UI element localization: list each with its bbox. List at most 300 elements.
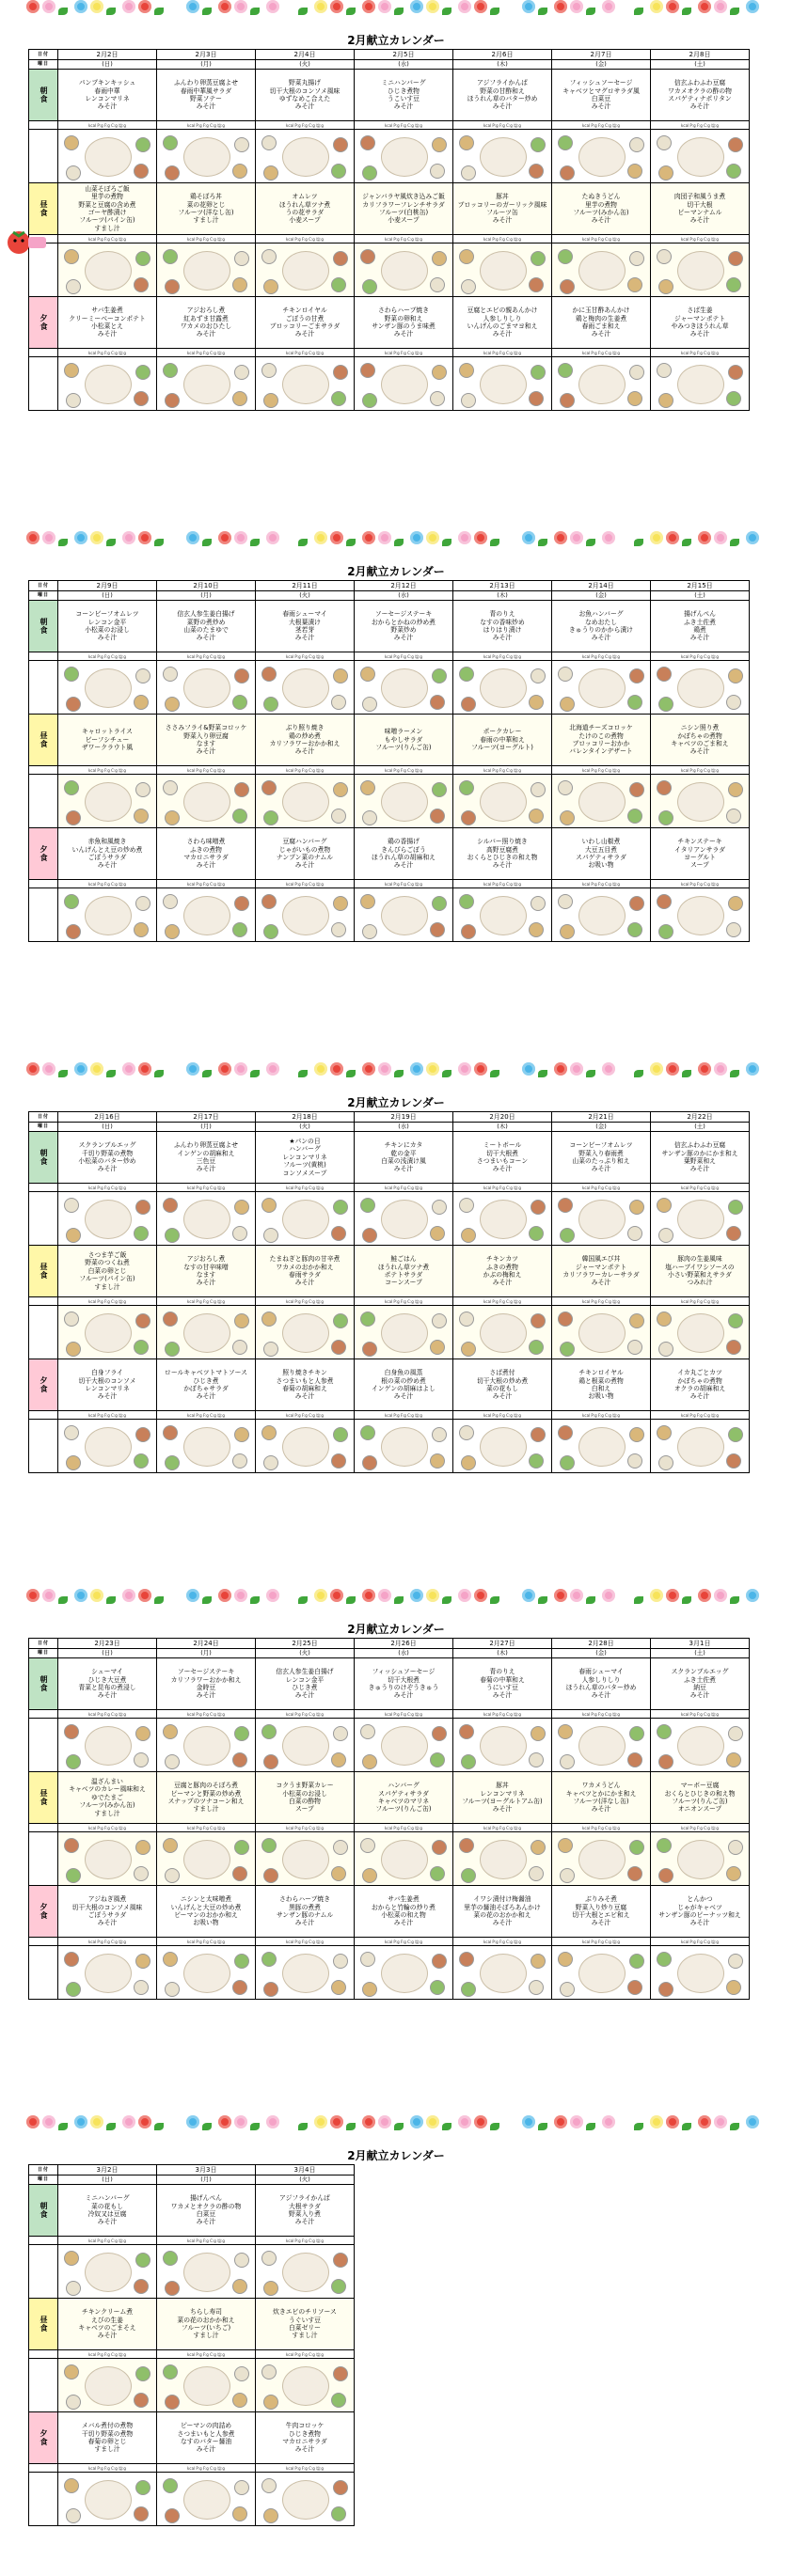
menu-table (28, 1638, 750, 2000)
bowl-icon (134, 277, 149, 292)
bowl-icon (165, 1868, 180, 1883)
menu-item: みそ汁 (97, 330, 118, 338)
bowl-icon (263, 1754, 278, 1769)
menu-item: うぐいす豆 (289, 2316, 321, 2324)
menu-item: 信玄人参生姜白揚げ (177, 610, 235, 619)
bowl-icon (558, 780, 573, 795)
food-photo (453, 1192, 552, 1246)
nutrition-info: kcal P:g F:g C:g 塩:g (453, 880, 552, 888)
bowl-icon (362, 1228, 377, 1243)
menu-item: なめおたし (585, 618, 617, 626)
menu-item: レンコンマリネ (480, 1789, 525, 1798)
food-photo (256, 2359, 355, 2412)
bowl-icon (134, 1980, 149, 1995)
bowl-icon (728, 365, 743, 380)
bowl-icon (163, 1198, 178, 1213)
calendar-title: 2月献立カレンダー (347, 2149, 445, 2162)
menu-item: みそ汁 (492, 1805, 513, 1814)
menu-item: ゆずなめこ合えた (278, 95, 331, 102)
menu-item: お吸い物 (193, 1919, 219, 1927)
bowl-icon (461, 697, 476, 712)
bowl-icon (529, 164, 544, 179)
bowl-icon (432, 365, 447, 380)
menu-item: 野菜入り卵豆腐 (183, 731, 229, 740)
bowl-icon (263, 279, 278, 294)
menu-item: フルーツ(りんご缶) (672, 1798, 728, 1805)
bowl-icon (234, 251, 249, 266)
row-label-blank (29, 1306, 58, 1359)
menu-item: 切干大根のコンソメ風味 (71, 1903, 143, 1911)
dinner-menu (58, 297, 157, 349)
menu-item: 切干大根のコンソメ (78, 1376, 136, 1385)
bowl-icon (657, 1425, 672, 1440)
day-of-week: (土) (651, 591, 750, 601)
bowl-icon (261, 363, 277, 378)
lunch-menu (58, 715, 157, 766)
nutrition-info: kcal P:g F:g C:g 塩:g (355, 1938, 453, 1946)
bowl-icon (66, 1228, 81, 1243)
nutrition-info: kcal P:g F:g C:g 塩:g (355, 1710, 453, 1719)
menu-item: チキンカツ (486, 1255, 518, 1264)
menu-item: ポークカレー (483, 728, 522, 736)
nutrition-info: kcal P:g F:g C:g 塩:g (157, 349, 256, 357)
menu-item: みそ汁 (492, 861, 513, 870)
menu-item: たぬきうどん (581, 193, 621, 201)
dinner-menu (552, 1359, 651, 1411)
menu-item: みそ汁 (393, 1691, 414, 1700)
lunch-menu (355, 715, 453, 766)
menu-item: 温ざんまい (91, 1777, 123, 1785)
bowl-icon (261, 135, 277, 150)
dinner-menu (453, 1886, 552, 1938)
bowl-icon (627, 809, 642, 824)
menu-item: ワカメのおひたし (180, 322, 232, 330)
lunch-menu (552, 715, 651, 766)
menu-item: ひじき大豆煮 (87, 1675, 127, 1684)
food-photo (256, 130, 355, 183)
nutrition-info: kcal P:g F:g C:g 塩:g (58, 880, 157, 888)
bowl-icon (728, 1427, 743, 1442)
menu-item: チキンクリーム煮 (81, 2308, 134, 2317)
day-of-week: (日) (58, 60, 157, 70)
menu-item: ワカメのおかか和え (276, 1263, 334, 1271)
menu-item: 白菜ゼリー (289, 2324, 321, 2332)
nutrition-info: kcal P:g F:g C:g 塩:g (58, 2237, 157, 2245)
bowl-icon (629, 1954, 644, 1969)
bowl-icon (432, 1726, 447, 1741)
bowl-icon (263, 1982, 278, 1997)
menu-item: みそ汁 (196, 1279, 216, 1287)
flower-garland-icon (26, 1062, 760, 1079)
row-n3 (29, 1938, 750, 1946)
row-p1 (29, 661, 750, 715)
bowl-icon (360, 1952, 375, 1967)
bowl-icon (658, 810, 673, 825)
dinner-menu (256, 1886, 355, 1938)
plate-icon (677, 1954, 724, 1993)
bowl-icon (263, 697, 278, 712)
menu-item: サンザン豚のかにかま和え (661, 1149, 738, 1157)
nutrition-info: kcal P:g F:g C:g 塩:g (552, 1297, 651, 1306)
plate-icon (282, 1427, 329, 1467)
bowl-icon (331, 809, 346, 824)
bowl-icon (629, 1840, 644, 1855)
menu-item: 野菜入り春雨煮 (578, 1149, 624, 1157)
bowl-icon (163, 135, 178, 150)
breakfast-menu (58, 70, 157, 121)
plate-icon (85, 1313, 132, 1353)
plate-icon (677, 251, 724, 291)
food-photo (157, 661, 256, 715)
row-label-blank (29, 1184, 58, 1192)
nutrition-info: kcal P:g F:g C:g 塩:g (552, 235, 651, 243)
nutrition-info: kcal P:g F:g C:g 塩:g (157, 1297, 256, 1306)
menu-item: 白菜の浅漬け風 (381, 1157, 426, 1165)
plate-icon (85, 896, 132, 935)
menu-item: ふき土佐煮 (684, 1675, 716, 1684)
day-of-week: (月) (157, 591, 256, 601)
menu-item: ピーマンのおかか和え (174, 1911, 238, 1919)
menu-item: みそ汁 (689, 216, 710, 225)
menu-item: うの花サラダ (285, 209, 325, 216)
food-photo (355, 1946, 453, 2000)
bowl-icon (629, 1427, 644, 1442)
bowl-icon (64, 1198, 79, 1213)
bowl-icon (657, 363, 672, 378)
bowl-icon (558, 667, 573, 682)
menu-item: チキンロイヤル (282, 306, 327, 315)
bowl-icon (627, 164, 642, 179)
bowl-icon (728, 1313, 743, 1328)
row-p2 (29, 1306, 750, 1359)
menu-item: 豚肉の生姜風味 (677, 1255, 722, 1264)
plate-icon (85, 365, 132, 404)
calendar-title: 2月献立カレンダー (347, 34, 445, 47)
row-label-blank (29, 2464, 58, 2473)
menu-item: じゃがいもの煮物 (278, 845, 331, 854)
menu-item: みそ汁 (196, 330, 216, 338)
plate-icon (183, 251, 230, 291)
row-label-dow: 曜日 (29, 591, 58, 601)
plate-icon (85, 1954, 132, 1993)
bowl-icon (531, 1200, 546, 1215)
bowl-icon (728, 668, 743, 683)
nutrition-info: kcal P:g F:g C:g 塩:g (58, 766, 157, 775)
day-of-week: (土) (651, 60, 750, 70)
food-photo (355, 888, 453, 942)
row-label-blank (29, 2245, 58, 2299)
menu-item: メバル煮付の煮物 (81, 2422, 134, 2430)
menu-item: ジャーマンポテト (673, 314, 726, 322)
menu-item: 野菜の甘酢和え (480, 86, 525, 95)
lunch-menu (157, 2299, 256, 2350)
menu-item: 青のりえ (489, 610, 515, 619)
bowl-icon (64, 1952, 79, 1967)
menu-item: フルーツ(黄桃) (283, 1161, 326, 1170)
bowl-icon (531, 1427, 546, 1442)
day-of-week: (日) (58, 1123, 157, 1132)
bowl-icon (163, 667, 178, 682)
plate-icon (480, 365, 527, 404)
menu-item: すまし汁 (292, 2332, 318, 2340)
menu-item: キャベツとかにかま和え (565, 1789, 637, 1798)
food-photo (256, 1192, 355, 1246)
bowl-icon (134, 695, 149, 710)
menu-item: フルーツ缶 (486, 209, 518, 216)
row-dinner (29, 2412, 355, 2464)
menu-item: みそ汁 (393, 102, 414, 111)
food-photo (58, 888, 157, 942)
menu-item: みそ汁 (196, 2445, 216, 2454)
nutrition-info: kcal P:g F:g C:g 塩:g (355, 1411, 453, 1420)
bowl-icon (529, 1752, 544, 1767)
plate-icon (677, 1427, 724, 1467)
menu-item: すまし汁 (193, 1805, 219, 1814)
lunch-menu (256, 2299, 355, 2350)
bowl-icon (627, 1866, 642, 1881)
plate-icon (85, 1726, 132, 1766)
menu-item: 小さい野菜和えサラダ (668, 1271, 732, 1279)
plate-icon (85, 137, 132, 177)
bowl-icon (135, 1840, 150, 1855)
day-date: 2月23日 (58, 1639, 157, 1649)
menu-item: 野菜入り炒り豆腐 (575, 1903, 627, 1911)
row-dinner (29, 828, 750, 880)
menu-item: 乾の金平 (390, 1149, 417, 1157)
menu-item: 信玄ふわふわ豆腐 (673, 1141, 726, 1150)
row-p3 (29, 888, 750, 942)
day-of-week: (木) (453, 1649, 552, 1658)
day-date: 2月3日 (157, 50, 256, 60)
menu-item: 大根サラダ (289, 2202, 321, 2210)
menu-item: いわし山椒煮 (581, 838, 621, 846)
menu-item: ほうれん草ツナ煮 (377, 1263, 430, 1271)
nutrition-info: kcal P:g F:g C:g 塩:g (157, 1824, 256, 1832)
menu-item: 春雨シューマイ (282, 610, 327, 619)
breakfast-menu (651, 601, 750, 652)
day-of-week: (日) (58, 2175, 157, 2185)
bowl-icon (728, 896, 743, 911)
food-photo (355, 661, 453, 715)
day-date: 2月8日 (651, 50, 750, 60)
menu-item: みそ汁 (591, 1805, 611, 1814)
bowl-icon (362, 1455, 377, 1470)
bowl-icon (560, 1754, 575, 1769)
row-label-dinner: 夕食 (29, 1886, 58, 1938)
menu-item: みそ汁 (196, 1392, 216, 1401)
menu-item: フルーツ(白桃缶) (378, 209, 429, 216)
bowl-icon (64, 135, 79, 150)
bowl-icon (261, 2478, 277, 2493)
menu-item: ミニハンバーグ (381, 79, 426, 87)
food-photo (355, 357, 453, 411)
menu-item: みそ汁 (97, 1691, 118, 1700)
nutrition-info: kcal P:g F:g C:g 塩:g (651, 349, 750, 357)
food-photo (256, 357, 355, 411)
bowl-icon (64, 780, 79, 795)
breakfast-menu (453, 70, 552, 121)
bowl-icon (629, 1200, 644, 1215)
breakfast-menu (157, 2185, 256, 2237)
menu-item: イタリアンサラダ (673, 845, 726, 854)
bowl-icon (432, 896, 447, 911)
row-label-dinner: 夕食 (29, 1359, 58, 1411)
bowl-icon (529, 695, 544, 710)
menu-item: 山菜のたまゆで (183, 626, 229, 634)
nutrition-info: kcal P:g F:g C:g 塩:g (355, 766, 453, 775)
menu-item: さつま芋ご飯 (87, 1250, 127, 1259)
bowl-icon (459, 1838, 474, 1853)
flower-garland-icon (26, 1589, 760, 1606)
menu-item: みそ汁 (97, 2332, 118, 2340)
nutrition-info: kcal P:g F:g C:g 塩:g (552, 1411, 651, 1420)
row-label-date: 日付 (29, 2165, 58, 2175)
row-breakfast (29, 2185, 355, 2237)
food-photo (157, 888, 256, 942)
menu-item: ワカメオクラの酢の物 (668, 86, 732, 95)
bowl-icon (165, 1455, 180, 1470)
food-photo (651, 1192, 750, 1246)
bowl-icon (629, 1313, 644, 1328)
bowl-icon (430, 1340, 445, 1355)
bowl-icon (263, 393, 278, 408)
breakfast-menu (256, 70, 355, 121)
bowl-icon (261, 2364, 277, 2380)
menu-item: シルバー照り焼き (477, 838, 528, 846)
bowl-icon (331, 164, 346, 179)
row-label-blank (29, 661, 58, 715)
bowl-icon (726, 277, 741, 292)
bowl-icon (629, 896, 644, 911)
menu-item: 人参しりしり (581, 1675, 621, 1684)
menu-item: マーボー豆腐 (680, 1782, 720, 1790)
bowl-icon (459, 1425, 474, 1440)
menu-item: 菜の花のおかか和え (177, 2316, 235, 2324)
menu-item: やみつきほうれん草 (671, 322, 729, 330)
menu-item: みそ汁 (591, 634, 611, 642)
row-dow (29, 60, 750, 70)
food-photo (552, 661, 651, 715)
menu-item: さわらハーブ焼き (377, 306, 430, 315)
menu-item: かぼちゃの煮物 (677, 1376, 722, 1385)
nutrition-info: kcal P:g F:g C:g 塩:g (552, 880, 651, 888)
bowl-icon (531, 251, 546, 266)
food-photo (256, 661, 355, 715)
bowl-icon (432, 137, 447, 152)
row-label-breakfast: 朝食 (29, 1658, 58, 1710)
bowl-icon (333, 1954, 348, 1969)
menu-item: フルーツ(いちご) (181, 2324, 231, 2332)
lunch-menu (256, 1246, 355, 1297)
bowl-icon (529, 1340, 544, 1355)
bowl-icon (263, 810, 278, 825)
menu-item: チキンにカタ (384, 1141, 423, 1150)
bowl-icon (232, 1980, 247, 1995)
bowl-icon (360, 363, 375, 378)
food-photo (58, 1946, 157, 2000)
bowl-icon (658, 924, 673, 939)
menu-item: 豆腐と豚肉のそぼろ煮 (174, 1782, 238, 1790)
bowl-icon (657, 1952, 672, 1967)
bowl-icon (263, 2281, 278, 2296)
menu-item: 韓国風エび丼 (581, 1255, 621, 1264)
bowl-icon (362, 697, 377, 712)
plate-icon (578, 1313, 626, 1353)
row-label-blank (29, 1719, 58, 1772)
bowl-icon (232, 922, 247, 937)
bowl-icon (66, 1455, 81, 1470)
bowl-icon (135, 1200, 150, 1215)
bowl-icon (64, 2251, 79, 2266)
plate-icon (480, 1313, 527, 1353)
breakfast-menu (355, 70, 453, 121)
day-of-week: (水) (355, 60, 453, 70)
nutrition-info: kcal P:g F:g C:g 塩:g (453, 1184, 552, 1192)
bowl-icon (234, 1427, 249, 1442)
plate-icon (578, 896, 626, 935)
bowl-icon (360, 667, 375, 682)
bowl-icon (165, 924, 180, 939)
bowl-icon (333, 2480, 348, 2495)
plate-icon (480, 1200, 527, 1239)
bowl-icon (461, 1982, 476, 1997)
food-photo (58, 1719, 157, 1772)
menu-item: みそ汁 (492, 1392, 513, 1401)
breakfast-menu (157, 1658, 256, 1710)
plate-icon (85, 1200, 132, 1239)
menu-item: 菜の花卵とじ (186, 200, 226, 209)
row-label-lunch: 昼食 (29, 1246, 58, 1297)
bowl-icon (234, 1313, 249, 1328)
menu-item: ゴーヤ酢漬け (87, 209, 127, 216)
food-photo (256, 888, 355, 942)
food-photo (355, 1832, 453, 1886)
day-of-week: (火) (256, 60, 355, 70)
food-photo (651, 1832, 750, 1886)
menu-item: 春菊の胡麻和え (282, 1385, 327, 1392)
row-n2 (29, 1824, 750, 1832)
plate-icon (183, 2366, 230, 2406)
bowl-icon (163, 249, 178, 264)
menu-item: 炊きエビのチリソース (273, 2308, 337, 2317)
food-photo (256, 1832, 355, 1886)
menu-item: フルーツ(洋なし缶) (573, 1798, 629, 1805)
bowl-icon (234, 1840, 249, 1855)
day-of-week: (木) (453, 60, 552, 70)
bowl-icon (165, 2281, 180, 2296)
menu-item: スナップのツナコーン和え (167, 1798, 245, 1805)
bowl-icon (459, 667, 474, 682)
bowl-icon (430, 1453, 445, 1469)
bowl-icon (261, 1425, 277, 1440)
bowl-icon (430, 164, 445, 179)
nutrition-info: kcal P:g F:g C:g 塩:g (256, 2237, 355, 2245)
menu-item: ニシンと太味噌煮 (180, 1895, 232, 1904)
menu-item: きんぴらごぼう (381, 845, 426, 854)
bowl-icon (331, 1340, 346, 1355)
bowl-icon (726, 391, 741, 406)
breakfast-menu (256, 601, 355, 652)
bowl-icon (629, 1726, 644, 1741)
bowl-icon (558, 1952, 573, 1967)
row-dinner (29, 297, 750, 349)
bowl-icon (627, 922, 642, 937)
breakfast-menu (355, 1658, 453, 1710)
menu-item: みそ汁 (97, 1392, 118, 1401)
bowl-icon (66, 810, 81, 825)
menu-table (28, 1111, 750, 1473)
row-breakfast (29, 1658, 750, 1710)
